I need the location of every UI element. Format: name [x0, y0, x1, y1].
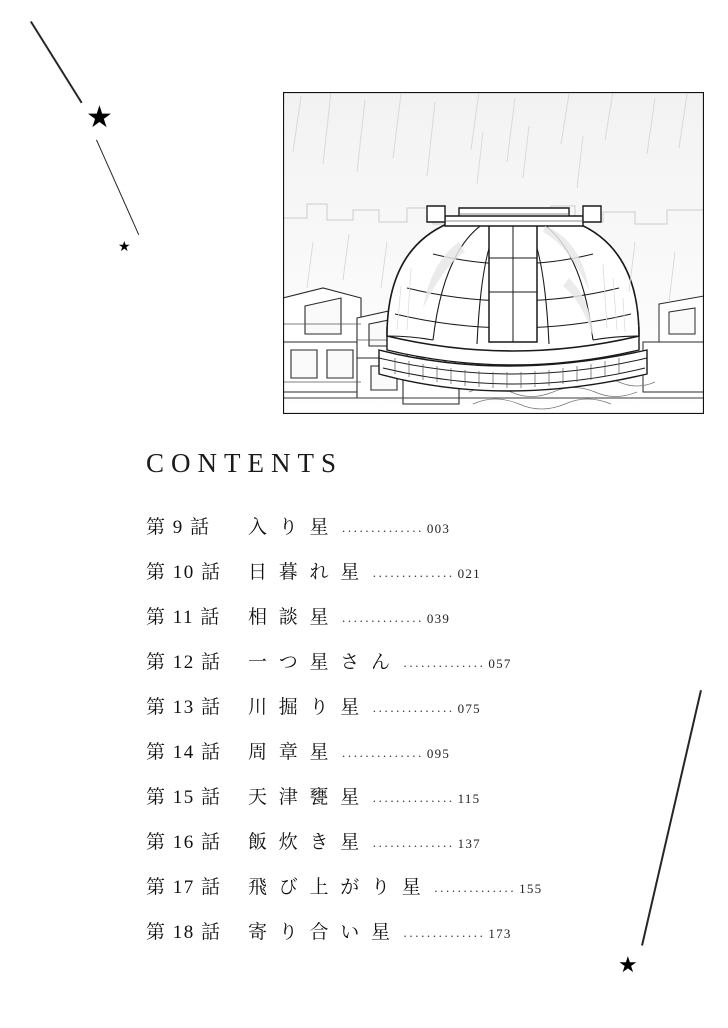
- toc-entry[interactable]: [146, 512, 616, 557]
- toc-entry[interactable]: [146, 737, 616, 782]
- toc-entry-title: 一 つ 星 さ ん: [248, 652, 394, 673]
- toc-leader-dots: ..............: [342, 610, 424, 625]
- toc-chapter-number: 第 15 話: [146, 787, 222, 808]
- toc-page-number: 003: [426, 521, 451, 536]
- toc-page-number: 075: [457, 701, 481, 716]
- toc-page-number: 115: [457, 791, 481, 806]
- toc-entry[interactable]: [146, 827, 616, 872]
- star-icon: ★: [86, 100, 113, 135]
- star-trail-line: [641, 690, 701, 946]
- toc-leader-dots: ..............: [372, 835, 455, 850]
- toc-leader-dots: ..............: [372, 565, 455, 580]
- toc-entry-title: 飯 炊 き 星: [248, 832, 363, 853]
- toc-entry[interactable]: [146, 557, 616, 602]
- toc-entry-title: 相 談 星: [248, 607, 333, 628]
- toc-leader-dots: ..............: [372, 700, 455, 715]
- toc-chapter-number: 第 17 話: [146, 877, 222, 898]
- toc-chapter-number: 第 16 話: [146, 832, 222, 853]
- toc-leader-dots: ..............: [403, 925, 486, 940]
- toc-entry-title: 日 暮 れ 星: [248, 562, 363, 583]
- toc-chapter-number: 第 13 話: [146, 697, 222, 718]
- toc-chapter-number: 第 11 話: [146, 607, 221, 628]
- toc-leader-dots: ..............: [372, 790, 455, 805]
- toc-entry[interactable]: [146, 647, 616, 692]
- toc-leader-dots: ..............: [434, 880, 517, 895]
- toc-page-number: 095: [426, 746, 451, 761]
- toc-entry-title: 周 章 星: [248, 742, 333, 763]
- toc-page-number: 173: [488, 926, 512, 941]
- toc-entry[interactable]: [146, 692, 616, 737]
- toc-chapter-number: 第 18 話: [146, 922, 222, 943]
- toc-entry-title: 飛 び 上 が り 星: [248, 877, 425, 898]
- page-title: CONTENTS: [146, 448, 343, 478]
- toc-entry-title: 入 り 星: [248, 517, 333, 538]
- toc-entry[interactable]: [146, 872, 616, 917]
- toc-chapter-number: 第 14 話: [146, 742, 222, 763]
- star-trail-line: [96, 139, 140, 235]
- table-of-contents: [146, 512, 616, 962]
- toc-entry-title: 寄 り 合 い 星: [248, 922, 394, 943]
- toc-entry[interactable]: [146, 917, 616, 962]
- toc-entry-title: 川 掘 り 星: [248, 697, 363, 718]
- star-icon: ★: [118, 239, 131, 255]
- toc-leader-dots: ..............: [342, 520, 424, 535]
- observatory-dome-illustration: [283, 92, 704, 414]
- toc-leader-dots: ..............: [342, 745, 424, 760]
- toc-entry[interactable]: [146, 602, 616, 647]
- toc-page-number: 057: [488, 656, 512, 671]
- toc-page-number: 155: [519, 881, 543, 896]
- toc-chapter-number: 第 12 話: [146, 652, 222, 673]
- star-icon: ★: [618, 953, 638, 978]
- toc-entry-title: 天 津 甕 星: [248, 787, 363, 808]
- toc-entry[interactable]: [146, 782, 616, 827]
- toc-chapter-number: 第 9 話: [146, 517, 211, 538]
- toc-chapter-number: 第 10 話: [146, 562, 222, 583]
- star-trail-line: [30, 21, 82, 103]
- toc-page-number: 137: [457, 836, 481, 851]
- toc-page-number: 021: [457, 566, 481, 581]
- toc-leader-dots: ..............: [403, 655, 486, 670]
- toc-page-number: 039: [426, 611, 451, 626]
